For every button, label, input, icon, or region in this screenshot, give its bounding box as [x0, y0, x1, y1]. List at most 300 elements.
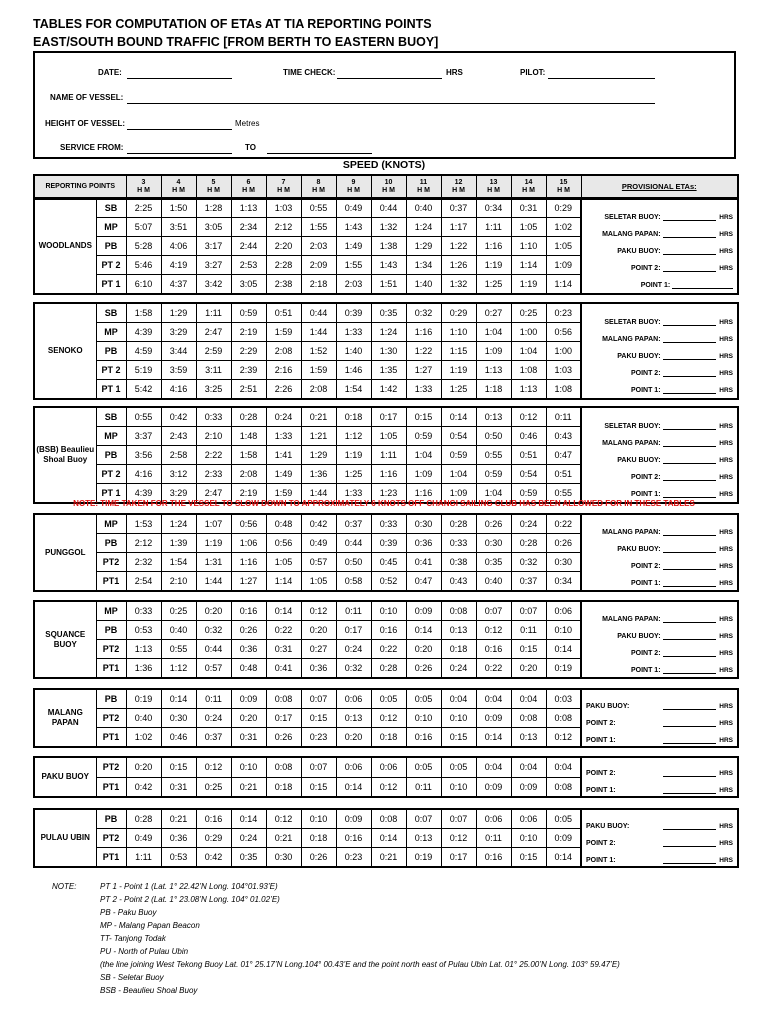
provisional-eta-field[interactable]: [663, 455, 717, 464]
group-table-3: [33, 406, 739, 504]
eta-cell: 4:16: [126, 465, 161, 484]
provisional-eta-hrs: HRS: [719, 473, 733, 481]
eta-cell: 1:27: [406, 361, 441, 380]
vessel-height-field[interactable]: [127, 129, 232, 130]
eta-cell: 1:08: [511, 361, 546, 380]
provisional-eta-label: SELETAR BUOY:: [604, 213, 661, 221]
eta-cell: 0:24: [231, 829, 266, 848]
provisional-etas: [581, 514, 738, 591]
provisional-eta-entry: [586, 447, 733, 464]
eta-cell: 0:31: [511, 198, 546, 218]
eta-cell: 0:10: [371, 601, 406, 621]
eta-cell: 0:42: [126, 777, 161, 797]
eta-cell: 0:15: [511, 640, 546, 659]
eta-cell: 2:19: [231, 484, 266, 504]
eta-cell: 0:12: [301, 601, 336, 621]
provisional-eta-entry: [586, 693, 733, 710]
speed-header-3: [126, 175, 161, 199]
eta-cell: 1:00: [511, 323, 546, 342]
reporting-point: PT2: [96, 829, 126, 848]
eta-cell: 0:09: [511, 777, 546, 797]
eta-cell: 0:59: [231, 303, 266, 323]
eta-cell: 0:28: [371, 659, 406, 679]
speed-caption: SPEED (KNOTS): [342, 159, 426, 171]
eta-cell: 2:51: [231, 380, 266, 400]
eta-cell: 1:15: [441, 342, 476, 361]
to-label: TO: [245, 143, 256, 152]
eta-cell: 1:02: [546, 218, 581, 237]
eta-cell: 1:22: [406, 342, 441, 361]
eta-cell: 0:14: [546, 848, 581, 868]
provisional-eta-field[interactable]: [663, 263, 717, 272]
eta-cell: 0:11: [336, 601, 371, 621]
eta-cell: 1:09: [406, 465, 441, 484]
provisional-eta-field[interactable]: [663, 229, 717, 238]
provisional-eta-hrs: HRS: [719, 528, 733, 536]
eta-cell: 5:07: [126, 218, 161, 237]
eta-cell: 0:40: [406, 198, 441, 218]
eta-cell: 2:03: [301, 237, 336, 256]
eta-cell: 0:08: [546, 709, 581, 728]
reporting-point: SB: [96, 407, 126, 427]
eta-cell: 1:30: [371, 342, 406, 361]
eta-cell: 1:28: [196, 198, 231, 218]
provisional-eta-label: POINT 2:: [586, 839, 616, 847]
eta-cell: 0:47: [406, 572, 441, 592]
service-from-label: SERVICE FROM:: [60, 143, 124, 152]
provisional-eta-field[interactable]: [663, 838, 717, 847]
eta-cell: 2:54: [126, 572, 161, 592]
provisional-eta-field[interactable]: [663, 317, 717, 326]
provisional-eta-field[interactable]: [663, 561, 717, 570]
reporting-point: PT 2: [96, 256, 126, 275]
eta-cell: 1:59: [266, 323, 301, 342]
provisional-eta-label: POINT 2:: [586, 719, 616, 727]
eta-cell: 0:21: [301, 407, 336, 427]
eta-cell: 1:39: [161, 534, 196, 553]
eta-cell: 0:26: [546, 534, 581, 553]
reporting-point: PB: [96, 809, 126, 829]
eta-cell: 5:42: [126, 380, 161, 400]
provisional-eta-field[interactable]: [663, 665, 717, 674]
provisional-eta-field[interactable]: [663, 648, 717, 657]
eta-cell: 2:16: [266, 361, 301, 380]
eta-cell: 1:25: [336, 465, 371, 484]
eta-cell: 1:46: [336, 361, 371, 380]
eta-cell: 0:04: [441, 689, 476, 709]
eta-cell: 1:14: [511, 256, 546, 275]
speed-header-14: [511, 175, 546, 199]
eta-cell: 3:37: [126, 427, 161, 446]
eta-cell: 1:19: [476, 256, 511, 275]
eta-cell: 0:13: [511, 728, 546, 748]
eta-cell: 0:23: [336, 848, 371, 868]
eta-cell: 0:21: [371, 848, 406, 868]
eta-cell: 0:28: [126, 809, 161, 829]
reporting-point: PT2: [96, 709, 126, 728]
provisional-eta-field[interactable]: [663, 701, 717, 710]
reporting-point: MP: [96, 601, 126, 621]
eta-cell: 0:04: [476, 689, 511, 709]
eta-cell: 0:21: [161, 809, 196, 829]
provisional-eta-hrs: HRS: [719, 545, 733, 553]
reporting-point: PT1: [96, 777, 126, 797]
provisional-eta-hrs: HRS: [719, 719, 733, 727]
eta-cell: 0:29: [546, 198, 581, 218]
eta-cell: 1:16: [406, 323, 441, 342]
eta-cell: 1:33: [336, 323, 371, 342]
eta-cell: 0:30: [546, 553, 581, 572]
eta-cell: 1:09: [476, 342, 511, 361]
eta-cell: 0:55: [161, 640, 196, 659]
provisional-eta-hrs: HRS: [719, 632, 733, 640]
eta-cell: 0:43: [441, 572, 476, 592]
provisional-eta-field[interactable]: [663, 821, 717, 830]
provisional-eta-field[interactable]: [672, 280, 733, 289]
eta-cell: 1:33: [266, 427, 301, 446]
eta-cell: 0:06: [371, 757, 406, 777]
speed-unit: H M: [452, 187, 465, 194]
provisional-eta-field[interactable]: [663, 334, 717, 343]
speed-unit: H M: [522, 187, 535, 194]
reporting-point: SB: [96, 198, 126, 218]
eta-cell: 1:58: [126, 303, 161, 323]
eta-cell: 0:15: [301, 777, 336, 797]
provisional-eta-entry: [586, 221, 733, 238]
eta-cell: 0:50: [336, 553, 371, 572]
provisional-eta-label: POINT 2:: [630, 649, 661, 657]
eta-cell: 1:00: [546, 342, 581, 361]
pilot-label: PILOT:: [520, 68, 546, 77]
eta-cell: 0:10: [301, 809, 336, 829]
provisional-eta-field[interactable]: [663, 368, 717, 377]
provisional-eta-label: SELETAR BUOY:: [604, 422, 661, 430]
eta-cell: 0:10: [546, 621, 581, 640]
reporting-point: PT1: [96, 728, 126, 748]
eta-cell: 2:12: [266, 218, 301, 237]
eta-cell: 1:09: [441, 484, 476, 504]
provisional-etas: [581, 407, 738, 503]
provisional-eta-label: POINT 2:: [630, 369, 661, 377]
group-table-1: [33, 197, 739, 295]
eta-cell: 1:32: [441, 275, 476, 295]
provisional-eta-hrs: HRS: [719, 369, 733, 377]
eta-cell: 0:49: [336, 198, 371, 218]
eta-cell: 0:26: [266, 728, 301, 748]
eta-cell: 0:26: [301, 848, 336, 868]
eta-cell: 0:12: [476, 621, 511, 640]
eta-cell: 1:05: [511, 218, 546, 237]
eta-cell: 0:06: [511, 809, 546, 829]
eta-cell: 0:21: [231, 777, 266, 797]
eta-cell: 0:10: [441, 777, 476, 797]
eta-cell: 1:40: [406, 275, 441, 295]
eta-cell: 1:24: [406, 218, 441, 237]
eta-cell: 2:58: [161, 446, 196, 465]
eta-cell: 0:30: [161, 709, 196, 728]
provisional-eta-hrs: HRS: [719, 787, 733, 794]
eta-cell: 1:44: [196, 572, 231, 592]
eta-cell: 3:44: [161, 342, 196, 361]
eta-cell: 0:08: [266, 689, 301, 709]
provisional-eta-label: POINT 1:: [640, 281, 671, 289]
eta-cell: 0:28: [231, 407, 266, 427]
provisional-eta-field[interactable]: [663, 351, 717, 360]
eta-cell: 0:46: [161, 728, 196, 748]
eta-cell: 0:25: [161, 601, 196, 621]
time-check-field[interactable]: [337, 78, 442, 79]
speed-unit: H M: [487, 187, 500, 194]
time-check-label: TIME CHECK:: [283, 68, 336, 77]
eta-cell: 0:48: [231, 659, 266, 679]
eta-cell: 0:23: [301, 728, 336, 748]
eta-cell: 1:25: [441, 380, 476, 400]
provisional-eta-label: PAKU BUOY:: [586, 702, 630, 710]
provisional-eta-field[interactable]: [663, 246, 717, 255]
speed-unit: H M: [277, 187, 290, 194]
table-row: [34, 514, 738, 534]
eta-cell: 0:20: [196, 601, 231, 621]
service-from-field[interactable]: [127, 153, 232, 154]
eta-cell: 0:51: [511, 446, 546, 465]
eta-cell: 0:19: [126, 689, 161, 709]
provisional-eta-field[interactable]: [663, 385, 717, 394]
eta-cell: 0:06: [336, 757, 371, 777]
slow-down-note: NOTE: TIME TAKEN FOR THE VESSEL TO SLOW DOWN TO APPROXIMATELY 6 KNOTS OFF CHANGI SAILING CLUB HAS BEEN ALLOWED FOR IN THESE TABLES: [73, 499, 695, 508]
speed-header-6: [231, 175, 266, 199]
eta-cell: 5:46: [126, 256, 161, 275]
eta-cell: 0:18: [371, 728, 406, 748]
location-name: (BSB) Beaulieu Shoal Buoy: [34, 407, 96, 503]
speed-value: 8: [316, 179, 321, 186]
provisional-eta-field[interactable]: [663, 768, 717, 777]
eta-cell: 0:18: [301, 829, 336, 848]
provisional-eta-label: PAKU BUOY:: [617, 456, 661, 464]
speed-unit: H M: [312, 187, 325, 194]
eta-cell: 1:16: [371, 465, 406, 484]
eta-cell: 0:30: [476, 534, 511, 553]
eta-cell: 3:17: [196, 237, 231, 256]
eta-cell: 0:20: [231, 709, 266, 728]
provisional-eta-hrs: HRS: [719, 386, 733, 394]
speed-header-8: [301, 175, 336, 199]
provisional-eta-hrs: HRS: [719, 579, 733, 587]
eta-cell: 1:04: [476, 484, 511, 504]
eta-cell: 1:19: [441, 361, 476, 380]
eta-cell: 2:43: [161, 427, 196, 446]
provisional-etas: [581, 689, 738, 747]
provisional-eta-hrs: HRS: [719, 736, 733, 744]
eta-cell: 0:16: [336, 829, 371, 848]
provisional-eta-field[interactable]: [663, 718, 717, 727]
eta-cell: 0:58: [336, 572, 371, 592]
eta-cell: 0:45: [371, 553, 406, 572]
eta-cell: 3:27: [196, 256, 231, 275]
eta-cell: 1:48: [231, 427, 266, 446]
speed-header-11: [406, 175, 441, 199]
eta-cell: 1:34: [406, 256, 441, 275]
eta-cell: 0:04: [546, 757, 581, 777]
eta-cell: 6:10: [126, 275, 161, 295]
speed-unit: H M: [347, 187, 360, 194]
provisional-eta-entry: [586, 519, 733, 536]
eta-cell: 0:22: [266, 621, 301, 640]
provisional-eta-entry: [586, 377, 733, 394]
page-subtitle: EAST/SOUTH BOUND TRAFFIC [FROM BERTH TO EASTERN BUOY]: [33, 35, 439, 49]
provisional-eta-entry: [586, 481, 733, 498]
provisional-eta-field[interactable]: [663, 631, 717, 640]
eta-cell: 0:20: [406, 640, 441, 659]
eta-cell: 0:37: [511, 572, 546, 592]
eta-cell: 0:43: [546, 427, 581, 446]
provisional-eta-field[interactable]: [663, 735, 717, 744]
eta-cell: 0:16: [476, 640, 511, 659]
eta-cell: 0:06: [476, 809, 511, 829]
eta-cell: 2:18: [301, 275, 336, 295]
eta-cell: 0:59: [441, 446, 476, 465]
speed-value: 7: [281, 179, 286, 186]
eta-cell: 1:19: [511, 275, 546, 295]
eta-cell: 0:17: [336, 621, 371, 640]
eta-cell: 1:19: [336, 446, 371, 465]
metres-label: Metres: [235, 119, 260, 128]
eta-cell: 1:12: [336, 427, 371, 446]
reporting-point: PB: [96, 689, 126, 709]
eta-cell: 1:09: [546, 256, 581, 275]
eta-cell: 3:05: [231, 275, 266, 295]
eta-cell: 0:09: [406, 601, 441, 621]
speed-header-13: [476, 175, 511, 199]
provisional-eta-field[interactable]: [663, 785, 717, 794]
eta-cell: 0:09: [231, 689, 266, 709]
speed-value: 11: [419, 179, 428, 186]
eta-cell: 0:07: [301, 689, 336, 709]
speed-unit: H M: [137, 187, 150, 194]
eta-cell: 1:43: [371, 256, 406, 275]
provisional-eta-field[interactable]: [663, 544, 717, 553]
eta-cell: 1:26: [441, 256, 476, 275]
eta-cell: 0:08: [511, 709, 546, 728]
eta-cell: 0:29: [441, 303, 476, 323]
note-item: TT- Tanjong Todak: [100, 934, 166, 943]
provisional-eta-field[interactable]: [663, 855, 717, 864]
eta-cell: 1:54: [336, 380, 371, 400]
eta-cell: 3:12: [161, 465, 196, 484]
eta-cell: 4:19: [161, 256, 196, 275]
service-to-field[interactable]: [267, 153, 372, 154]
eta-cell: 0:37: [196, 728, 231, 748]
provisional-eta-entry: [586, 238, 733, 255]
eta-cell: 4:06: [161, 237, 196, 256]
provisional-etas: [581, 303, 738, 399]
eta-cell: 0:05: [441, 757, 476, 777]
eta-cell: 0:36: [301, 659, 336, 679]
eta-cell: 1:08: [546, 380, 581, 400]
eta-cell: 0:15: [511, 848, 546, 868]
pilot-field[interactable]: [548, 78, 655, 79]
provisional-eta-field[interactable]: [663, 438, 717, 447]
provisional-eta-field[interactable]: [663, 614, 717, 623]
provisional-eta-hrs: HRS: [719, 770, 733, 777]
eta-cell: 0:10: [231, 757, 266, 777]
provisional-eta-field[interactable]: [663, 212, 717, 221]
eta-cell: 0:14: [441, 407, 476, 427]
eta-cell: 0:08: [441, 601, 476, 621]
eta-cell: 1:12: [161, 659, 196, 679]
eta-cell: 0:07: [441, 809, 476, 829]
provisional-eta-hrs: HRS: [719, 318, 733, 326]
eta-cell: 0:07: [406, 809, 441, 829]
eta-cell: 0:26: [231, 621, 266, 640]
eta-cell: 2:10: [196, 427, 231, 446]
eta-cell: 1:06: [231, 534, 266, 553]
eta-cell: 0:31: [161, 777, 196, 797]
date-field[interactable]: [127, 78, 232, 79]
provisional-eta-hrs: HRS: [719, 247, 733, 255]
provisional-eta-entry: [586, 255, 733, 272]
reporting-point: MP: [96, 218, 126, 237]
eta-cell: 0:24: [266, 407, 301, 427]
eta-cell: 1:16: [406, 484, 441, 504]
eta-cell: 0:31: [266, 640, 301, 659]
eta-cell: 1:19: [196, 534, 231, 553]
eta-cell: 0:22: [371, 640, 406, 659]
eta-cell: 0:49: [126, 829, 161, 848]
provisional-eta-field[interactable]: [663, 527, 717, 536]
eta-cell: 2:53: [231, 256, 266, 275]
provisional-eta-field[interactable]: [663, 578, 717, 587]
eta-cell: 1:35: [371, 361, 406, 380]
eta-cell: 3:29: [161, 323, 196, 342]
eta-cell: 0:44: [336, 534, 371, 553]
eta-cell: 0:09: [336, 809, 371, 829]
provisional-eta-field[interactable]: [663, 421, 717, 430]
eta-cell: 0:57: [196, 659, 231, 679]
eta-cell: 1:51: [371, 275, 406, 295]
eta-cell: 0:09: [476, 777, 511, 797]
note-item: PT 1 - Point 1 (Lat. 1° 22.42’N Long. 104°01.93’E): [100, 882, 278, 891]
eta-cell: 0:28: [441, 514, 476, 534]
eta-cell: 1:38: [371, 237, 406, 256]
provisional-eta-label: PAKU BUOY:: [617, 545, 661, 553]
eta-cell: 2:38: [266, 275, 301, 295]
eta-cell: 0:44: [196, 640, 231, 659]
provisional-eta-entry: [586, 204, 733, 221]
vessel-name-field[interactable]: [127, 103, 655, 104]
eta-cell: 0:16: [231, 601, 266, 621]
eta-cell: 1:44: [301, 323, 336, 342]
eta-cell: 1:05: [371, 427, 406, 446]
provisional-eta-field[interactable]: [663, 472, 717, 481]
eta-cell: 1:04: [406, 446, 441, 465]
provisional-eta-hrs: HRS: [719, 649, 733, 657]
eta-cell: 2:47: [196, 323, 231, 342]
eta-cell: 1:54: [161, 553, 196, 572]
eta-cell: 1:40: [336, 342, 371, 361]
eta-cell: 0:19: [406, 848, 441, 868]
provisional-eta-field[interactable]: [663, 489, 717, 498]
eta-cell: 0:35: [231, 848, 266, 868]
eta-cell: 0:11: [476, 829, 511, 848]
eta-cell: 0:30: [266, 848, 301, 868]
eta-cell: 0:57: [301, 553, 336, 572]
eta-cell: 1:52: [301, 342, 336, 361]
provisional-eta-label: POINT 1:: [586, 856, 616, 864]
eta-cell: 1:36: [301, 465, 336, 484]
eta-cell: 0:28: [511, 534, 546, 553]
provisional-eta-label: MALANG PAPAN:: [602, 230, 661, 238]
eta-cell: 1:49: [266, 465, 301, 484]
